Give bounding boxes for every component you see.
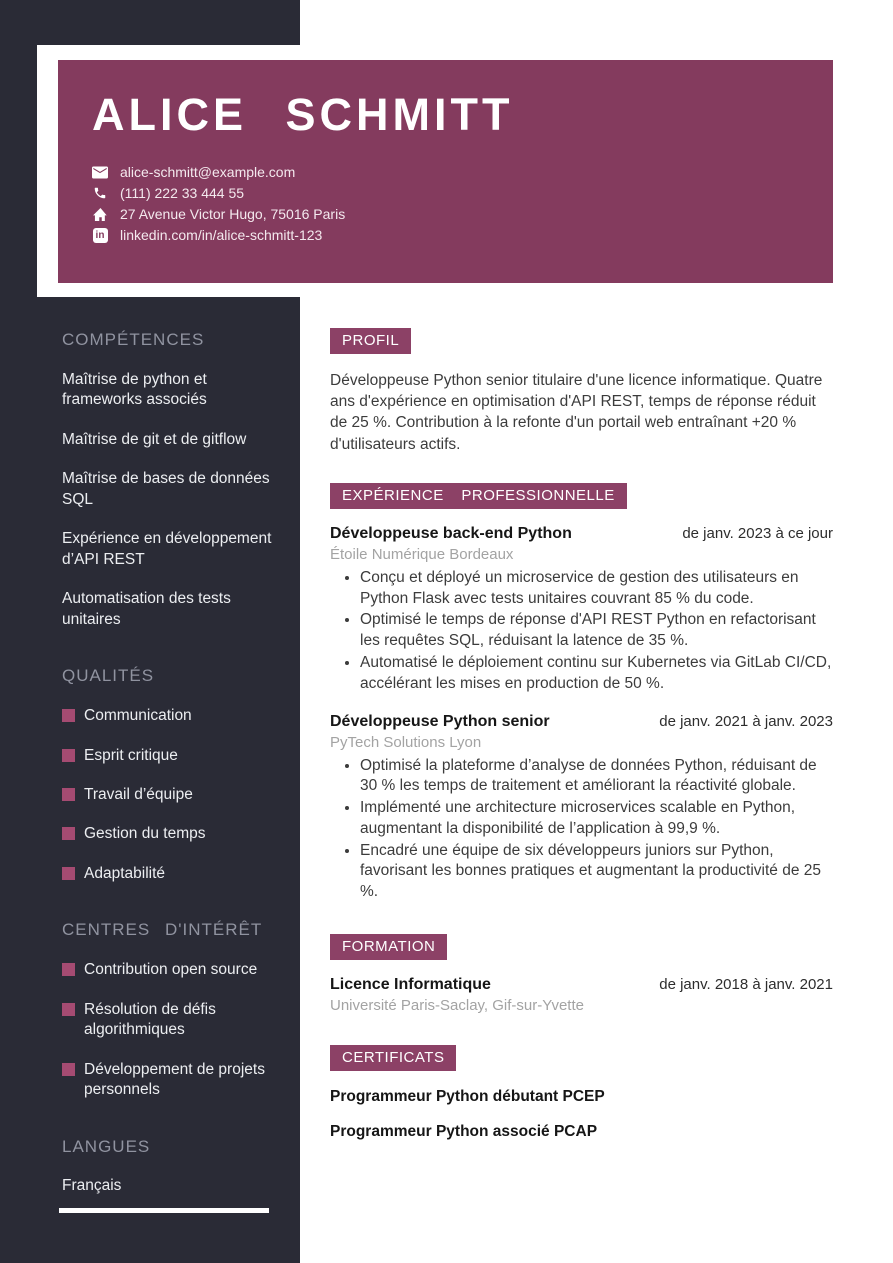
- job-bullet: • Automatisé le déploiement continu sur Kubernetes via GitLab CI/CD, accélérant les mises en production de 50 %.: [360, 653, 833, 695]
- quality-label: Adaptabilité: [84, 864, 166, 882]
- job-dates: de janv. 2023 à ce jour: [682, 524, 833, 542]
- quality-label: Esprit critique: [84, 746, 178, 764]
- contact-email: [92, 162, 803, 183]
- contact-address: [92, 204, 803, 225]
- job-head: [330, 525, 833, 543]
- job-bullet: • Encadré une équipe de six développeurs juniors sur Python, favorisant les bonnes pratiques et augmentant la productivité de 25 %.: [360, 841, 833, 903]
- section-competences: [62, 330, 280, 630]
- job-dates: de janv. 2021 à janv. 2023: [659, 712, 833, 730]
- job-bullet: • Implémenté une architecture microservices scalable en Python, augmentant la disponibilité de l’application à 99,9 %.: [360, 798, 833, 840]
- interests-list: [62, 960, 280, 1100]
- section-interets: [62, 920, 280, 1100]
- square-bullet-icon: [62, 1003, 75, 1016]
- square-bullet-icon: [62, 709, 75, 722]
- job-bullet: • Conçu et déployé un microservice de gestion des utilisateurs en Python Flask avec tests unitaires couvrant 85 % du code.: [360, 568, 833, 610]
- qualities-list: [62, 706, 280, 884]
- contact-phone: [92, 183, 803, 204]
- sidebar: [0, 297, 300, 1263]
- job-bullet: • Optimisé la plateforme d’analyse de données Python, réduisant de 30 % les temps de traitement et améliorant la réactivité globale.: [360, 756, 833, 798]
- section-certificats: [330, 1045, 833, 1141]
- job-bullets: [330, 756, 833, 903]
- envelope-icon: [92, 164, 108, 180]
- degree-entry: [330, 976, 833, 1014]
- interest-label: Contribution open source: [84, 961, 258, 979]
- interest-item: [62, 1000, 280, 1041]
- job-title: Développeuse Python senior: [330, 712, 550, 730]
- experience-heading-chip: EXPÉRIENCE PROFESSIONNELLE: [330, 483, 627, 509]
- formation-heading-chip: FORMATION: [330, 934, 447, 960]
- degree-title: Licence Informatique: [330, 975, 491, 993]
- language-level-bar: [59, 1208, 269, 1213]
- job-title: Développeuse back-end Python: [330, 524, 572, 542]
- contact-phone-text: (111) 222 33 444 55: [120, 185, 245, 201]
- language-level-fill: [59, 1208, 269, 1213]
- quality-label: Communication: [84, 707, 192, 725]
- certificate-item: Programmeur Python associé PCAP: [330, 1122, 598, 1140]
- profil-heading-chip: PROFIL: [330, 328, 411, 354]
- skill-item: Automatisation des tests unitaires: [62, 590, 231, 628]
- contact-address-text: 27 Avenue Victor Hugo, 75016 Paris: [120, 206, 346, 222]
- language-name: Français: [62, 1176, 122, 1194]
- quality-label: Travail d’équipe: [84, 785, 193, 803]
- phone-icon: [92, 185, 108, 201]
- contact-list: [92, 162, 803, 246]
- skill-item: Maîtrise de bases de données SQL: [62, 470, 270, 508]
- quality-item: [62, 706, 280, 726]
- section-qualites: [62, 666, 280, 884]
- skill-item: Maîtrise de git et de gitflow: [62, 430, 247, 448]
- section-profil: [330, 328, 833, 455]
- section-experience: [330, 483, 833, 903]
- interets-heading: CENTRES D'INTÉRÊT: [62, 920, 263, 940]
- interest-item: [62, 960, 280, 980]
- square-bullet-icon: [62, 749, 75, 762]
- quality-label: Gestion du temps: [84, 825, 206, 843]
- degree-head: [330, 976, 833, 994]
- square-bullet-icon: [62, 788, 75, 801]
- skills-list: [62, 370, 280, 630]
- home-icon: [92, 206, 108, 222]
- top-accent-band: [0, 0, 300, 45]
- job-bullets: [330, 568, 833, 695]
- section-langues: [62, 1137, 280, 1213]
- degree-dates: de janv. 2018 à janv. 2021: [659, 975, 833, 993]
- profil-text: Développeuse Python senior titulaire d'une licence informatique. Quatre ans d'expérience en optimisation d'API REST, temps de réponse réduit de 25 %. Contribution à la refonte d'un portail web entraînant +20 % d'utilisateurs actifs.: [330, 372, 823, 453]
- job-head: [330, 713, 833, 731]
- interest-item: [62, 1060, 280, 1101]
- interest-label: Développement de projets personnels: [84, 1060, 265, 1099]
- skill-item: Maîtrise de python et frameworks associés: [62, 371, 207, 409]
- job-bullet: • Optimisé le temps de réponse d'API REST Python en refactorisant les requêtes SQL, réduisant la latence de 35 %.: [360, 610, 833, 652]
- certificats-heading-chip: CERTIFICATS: [330, 1045, 456, 1071]
- section-formation: [330, 934, 833, 1014]
- square-bullet-icon: [62, 1063, 75, 1076]
- degree-school: Université Paris-Saclay, Gif-sur-Yvette: [330, 996, 584, 1014]
- quality-item: [62, 824, 280, 844]
- quality-item: [62, 746, 280, 766]
- job-entry: [330, 525, 833, 695]
- contact-linkedin-text: linkedin.com/in/alice-schmitt-123: [120, 227, 323, 243]
- contact-email-text: alice-schmitt@example.com: [120, 164, 296, 180]
- main-content: [330, 297, 833, 1141]
- job-company: Étoile Numérique Bordeaux: [330, 545, 514, 563]
- competences-heading: COMPÉTENCES: [62, 330, 205, 349]
- quality-item: [62, 864, 280, 884]
- linkedin-icon: [92, 227, 108, 243]
- header-banner: [58, 60, 833, 283]
- skill-item: Expérience en développement d’API REST: [62, 530, 272, 568]
- square-bullet-icon: [62, 827, 75, 840]
- job-entry: [330, 713, 833, 903]
- contact-linkedin: [92, 225, 803, 246]
- square-bullet-icon: [62, 867, 75, 880]
- job-company: PyTech Solutions Lyon: [330, 733, 482, 751]
- qualites-heading: QUALITÉS: [62, 666, 155, 686]
- quality-item: [62, 785, 280, 805]
- interest-label: Résolution de défis algorithmiques: [84, 1000, 216, 1039]
- square-bullet-icon: [62, 963, 75, 976]
- person-name: ALICE SCHMITT: [92, 89, 514, 140]
- langues-heading: LANGUES: [62, 1136, 151, 1156]
- certificate-item: Programmeur Python débutant PCEP: [330, 1087, 605, 1105]
